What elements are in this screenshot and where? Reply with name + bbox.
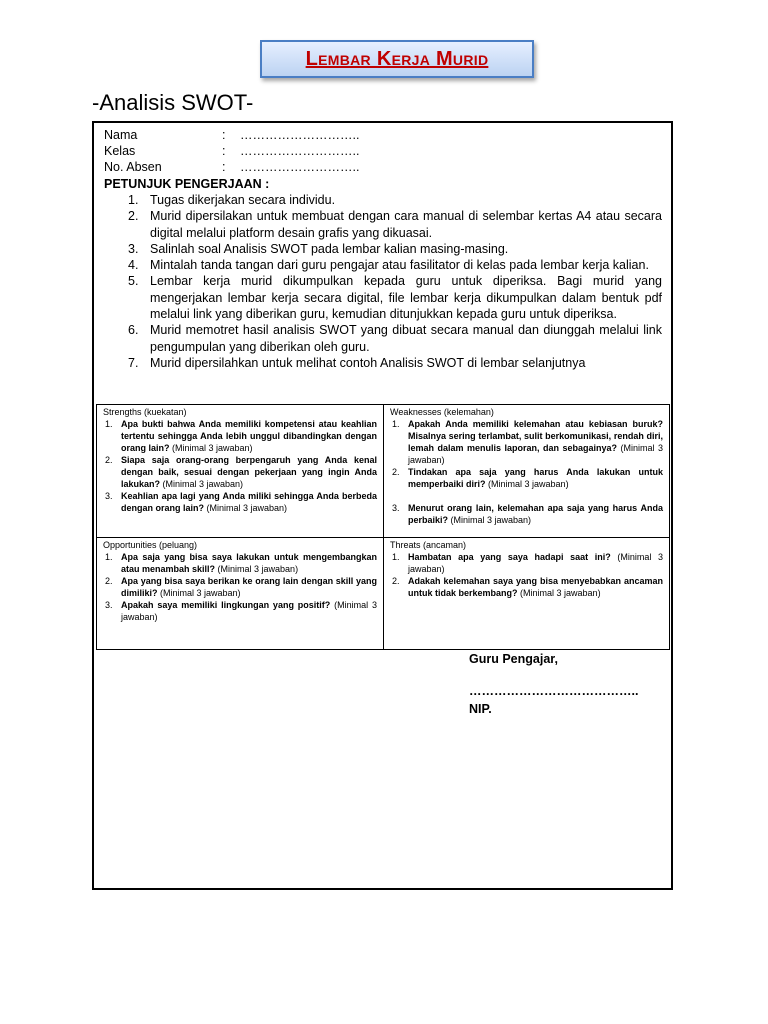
- question-text: Apakah Anda memiliki kelemahan atau kebiasan buruk? Misalnya sering terlambat, sulit berkomunikasi, rendah diri, lemah dalam menulis laporan, dan sebagainya?: [408, 419, 663, 453]
- swot-cell-weaknesses: [384, 405, 669, 538]
- question-text: Siapa saja orang-orang berpengaruh yang Anda kenal dengan baik, sesuai dengan pekerjaan yang ingin Anda lakukan?: [121, 455, 377, 489]
- worksheet-title: Lembar Kerja Murid: [305, 47, 489, 70]
- instruction-item: [104, 208, 662, 241]
- instruction-item: [104, 273, 662, 322]
- weaknesses-questions: [390, 418, 663, 526]
- swot-cell-opportunities: [97, 538, 384, 649]
- identity-row-class: [104, 143, 359, 159]
- instruction-item: [104, 192, 662, 208]
- question-note: (Minimal 3 jawaban): [204, 503, 288, 513]
- instruction-item: [104, 257, 662, 273]
- question-text: Apa saja yang bisa saya lakukan untuk mengembangkan atau menambah skill?: [121, 552, 377, 574]
- instruction-text: Tugas dikerjakan secara individu.: [150, 193, 336, 207]
- instruction-text: Salinlah soal Analisis SWOT pada lembar kalian masing-masing.: [150, 241, 509, 256]
- question-note: (Minimal 3 jawaban): [448, 515, 532, 525]
- swot-question: [103, 454, 377, 490]
- question-number: 2.: [105, 576, 113, 586]
- question-note: (Minimal 3 jawaban): [408, 443, 663, 465]
- question-number: 3.: [105, 491, 113, 501]
- question-text: Apa bukti bahwa Anda memiliki kompetensi atau keahlian tertentu sehingga Anda lebih unggul dibandingkan dengan orang lain?: [121, 419, 377, 453]
- instruction-number: 1.: [128, 193, 139, 207]
- identity-label: No. Absen: [104, 160, 162, 174]
- question-number: 2.: [105, 455, 113, 465]
- instruction-text: Murid dipersilakan untuk membuat dengan cara manual di selembar kertas A4 atau secara digital melalui platform desain grafis yang dikuasai.: [150, 209, 662, 240]
- swot-table: [96, 404, 670, 650]
- instruction-text: Murid dipersilahkan untuk melihat contoh Analisis SWOT di lembar selanjutnya: [150, 355, 586, 370]
- identity-label: Nama: [104, 128, 138, 142]
- identity-colon: :: [222, 128, 226, 142]
- question-number: 2.: [392, 467, 400, 477]
- question-text: Adakah kelemahan saya yang bisa menyebabkan ancaman untuk tidak berkembang?: [408, 576, 663, 598]
- swot-heading-weaknesses: Weaknesses (kelemahan): [390, 407, 494, 417]
- question-note: (Minimal 3 jawaban): [169, 443, 253, 453]
- swot-question: [390, 575, 663, 599]
- instruction-number: 6.: [128, 323, 139, 338]
- swot-cell-strengths: [97, 405, 384, 538]
- swot-question: [103, 575, 377, 599]
- swot-question: [390, 551, 663, 575]
- swot-question: [103, 551, 377, 575]
- question-note: (Minimal 3 jawaban): [517, 588, 601, 598]
- instruction-text: Murid memotret hasil analisis SWOT yang dibuat secara manual dan diunggah melalui link pengumpulan yang diberikan oleh guru.: [150, 323, 662, 354]
- question-text: Hambatan apa yang saya hadapi saat ini?: [408, 552, 611, 562]
- swot-heading-opportunities: Opportunities (peluang): [103, 540, 198, 550]
- strengths-questions: [103, 418, 377, 514]
- student-identity: [104, 127, 359, 175]
- swot-question: [103, 418, 377, 454]
- swot-question: [390, 466, 663, 490]
- question-note: (Minimal 3 jawaban): [157, 588, 241, 598]
- swot-question: [103, 490, 377, 514]
- instructions-list: [104, 192, 662, 371]
- instruction-text: Lembar kerja murid dikumpulkan kepada guru untuk diperiksa. Bagi murid yang mengerjakan lembar kerja secara digital, file lembar kerja dikumpulkan dalam bentuk pdf melalui link yang diberikan guru, kemudian ditunjukkan kepada guru untuk diperiksa.: [150, 274, 662, 322]
- identity-label: Kelas: [104, 144, 136, 158]
- question-number: 2.: [392, 576, 400, 586]
- question-note: (Minimal 3 jawaban): [485, 479, 569, 489]
- page-subtitle: -Analisis SWOT-: [92, 90, 254, 115]
- signature-line: …………………………………..: [469, 684, 639, 698]
- swot-heading-threats: Threats (ancaman): [390, 540, 467, 550]
- question-note: (Minimal 3 jawaban): [408, 552, 664, 574]
- question-text: Tindakan apa saja yang harus Anda lakukan untuk memperbaiki diri?: [408, 467, 663, 489]
- question-number: 3.: [105, 600, 113, 610]
- instruction-number: 4.: [128, 258, 139, 273]
- threats-questions: [390, 551, 663, 599]
- identity-blank: ………………………..: [240, 144, 360, 158]
- question-number: 1.: [105, 419, 113, 429]
- instruction-number: 5.: [128, 274, 139, 289]
- instructions-heading: PETUNJUK PENGERJAAN :: [104, 177, 270, 191]
- identity-colon: :: [222, 160, 226, 174]
- identity-row-name: [104, 127, 359, 143]
- question-number: 1.: [392, 419, 400, 429]
- nip-label: NIP.: [469, 702, 492, 716]
- instruction-text: Mintalah tanda tangan dari guru pengajar atau fasilitator di kelas pada lembar kerja kalian.: [150, 258, 649, 273]
- question-text: Apa yang bisa saya berikan ke orang lain dengan skill yang dimiliki?: [121, 576, 377, 598]
- identity-row-absen: [104, 159, 359, 175]
- teacher-role: Guru Pengajar,: [469, 652, 558, 666]
- swot-question: [103, 599, 377, 623]
- swot-question: [390, 418, 663, 466]
- worksheet-title-banner: [260, 40, 534, 78]
- question-text: Menurut orang lain, kelemahan apa saja yang harus Anda perbaiki?: [408, 503, 663, 525]
- question-note: (Minimal 3 jawaban): [160, 479, 244, 489]
- identity-blank: ………………………..: [240, 128, 360, 142]
- question-note: (Minimal 3 jawaban): [215, 564, 299, 574]
- question-number: 1.: [105, 552, 113, 562]
- identity-colon: :: [222, 144, 226, 158]
- opportunities-questions: [103, 551, 377, 623]
- question-text: Apakah saya memiliki lingkungan yang positif?: [121, 600, 331, 610]
- instruction-item: [104, 355, 662, 371]
- swot-cell-threats: [384, 538, 669, 649]
- question-number: 1.: [392, 552, 400, 562]
- instruction-item: [104, 241, 662, 257]
- question-note: (Minimal 3 jawaban): [121, 600, 377, 622]
- swot-heading-strengths: Strengths (kuekatan): [103, 407, 187, 417]
- instruction-number: 7.: [128, 355, 139, 370]
- instruction-number: 3.: [128, 241, 139, 256]
- question-number: 3.: [392, 503, 400, 513]
- instruction-item: [104, 322, 662, 355]
- swot-question: [390, 502, 663, 526]
- identity-blank: ………………………..: [240, 160, 360, 174]
- instruction-number: 2.: [128, 209, 139, 224]
- question-text: Keahlian apa lagi yang Anda miliki sehingga Anda berbeda dengan orang lain?: [121, 491, 377, 513]
- teacher-signature-block: [469, 650, 638, 718]
